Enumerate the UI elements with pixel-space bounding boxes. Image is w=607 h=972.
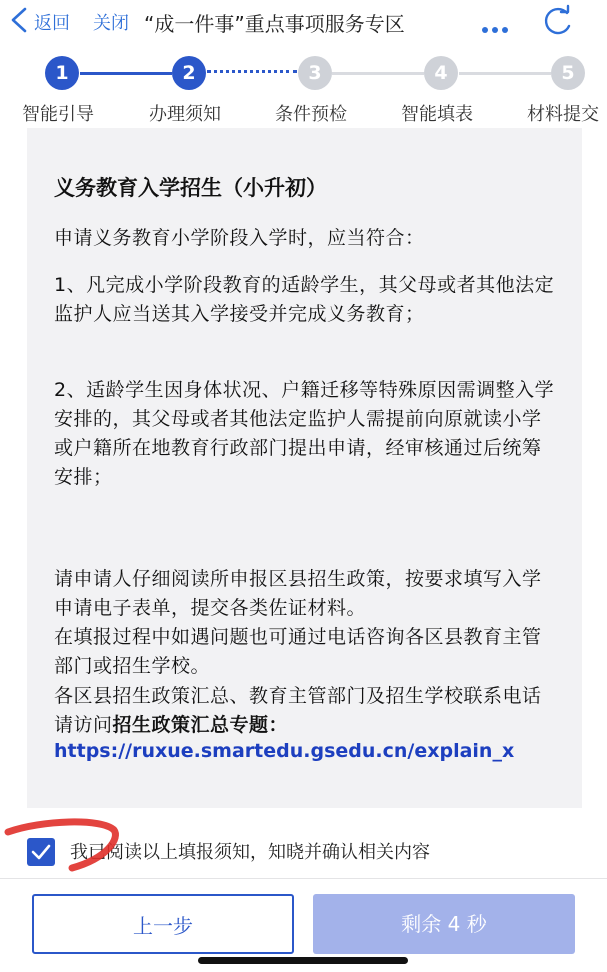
- bottom-divider: [0, 878, 607, 879]
- step-1-label: 智能引导: [22, 104, 94, 125]
- step-3-circle: 3: [298, 56, 332, 90]
- step-2-label: 办理须知: [149, 104, 221, 125]
- notice-contact-text: 各区县招生政策汇总、教育主管部门及招生学校联系电话请访问: [54, 685, 542, 736]
- notice-contact: [54, 682, 559, 740]
- step-progress: [0, 50, 607, 128]
- refresh-icon[interactable]: [541, 4, 575, 38]
- step-connector: [332, 72, 424, 75]
- back-chevron-icon[interactable]: [8, 7, 30, 33]
- back-button[interactable]: 返回: [34, 13, 70, 34]
- step-connector: [459, 72, 551, 75]
- page-title: “成一件事”重点事项服务专区: [144, 12, 405, 36]
- notice-item-1: 1、凡完成小学阶段教育的适龄学生，其父母或者其他法定监护人应当送其入学接受并完成义务教育；: [54, 274, 555, 325]
- step-2-circle: 2: [172, 56, 206, 90]
- notice-contact-colon: ：: [268, 714, 289, 736]
- agreement-text: 我已阅读以上填报须知，知晓并确认相关内容: [70, 842, 430, 863]
- notice-card: [27, 128, 582, 808]
- home-indicator: [198, 957, 408, 964]
- step-connector: [80, 72, 172, 75]
- step-4-circle: 4: [424, 56, 458, 90]
- previous-step-button[interactable]: 上一步: [32, 894, 294, 954]
- step-5-circle: 5: [551, 56, 585, 90]
- notice-title: 义务教育入学招生（小升初）: [54, 176, 327, 200]
- next-step-countdown-button[interactable]: 剩余 4 秒: [313, 894, 575, 954]
- policy-topic-label: 招生政策汇总专题: [112, 714, 269, 736]
- step-4-label: 智能填表: [401, 104, 473, 125]
- notice-help: 在填报过程中如遇问题也可通过电话咨询各区县教育主管部门或招生学校。: [54, 626, 542, 677]
- top-bar: [0, 0, 607, 42]
- policy-link[interactable]: https://ruxue.smartedu.gsedu.cn/explain_x: [54, 740, 515, 762]
- step-5-label: 材料提交: [527, 104, 599, 125]
- notice-instructions: 请申请人仔细阅读所申报区县招生政策，按要求填写入学申请电子表单，提交各类佐证材料。: [54, 568, 542, 619]
- close-button[interactable]: 关闭: [93, 13, 129, 34]
- red-annotation-mark: [2, 818, 122, 876]
- step-3-label: 条件预检: [275, 104, 347, 125]
- step-connector: [207, 70, 297, 73]
- more-icon[interactable]: [482, 18, 512, 37]
- step-1-circle: 1: [45, 56, 79, 90]
- notice-item-2: 2、适龄学生因身体状况、户籍迁移等特殊原因需调整入学安排的，其父母或者其他法定监护人需提前向原就读小学或户籍所在地教育行政部门提出申请，经审核通过后统筹安排；: [54, 379, 555, 488]
- notice-intro: 申请义务教育小学阶段入学时，应当符合：: [54, 227, 425, 249]
